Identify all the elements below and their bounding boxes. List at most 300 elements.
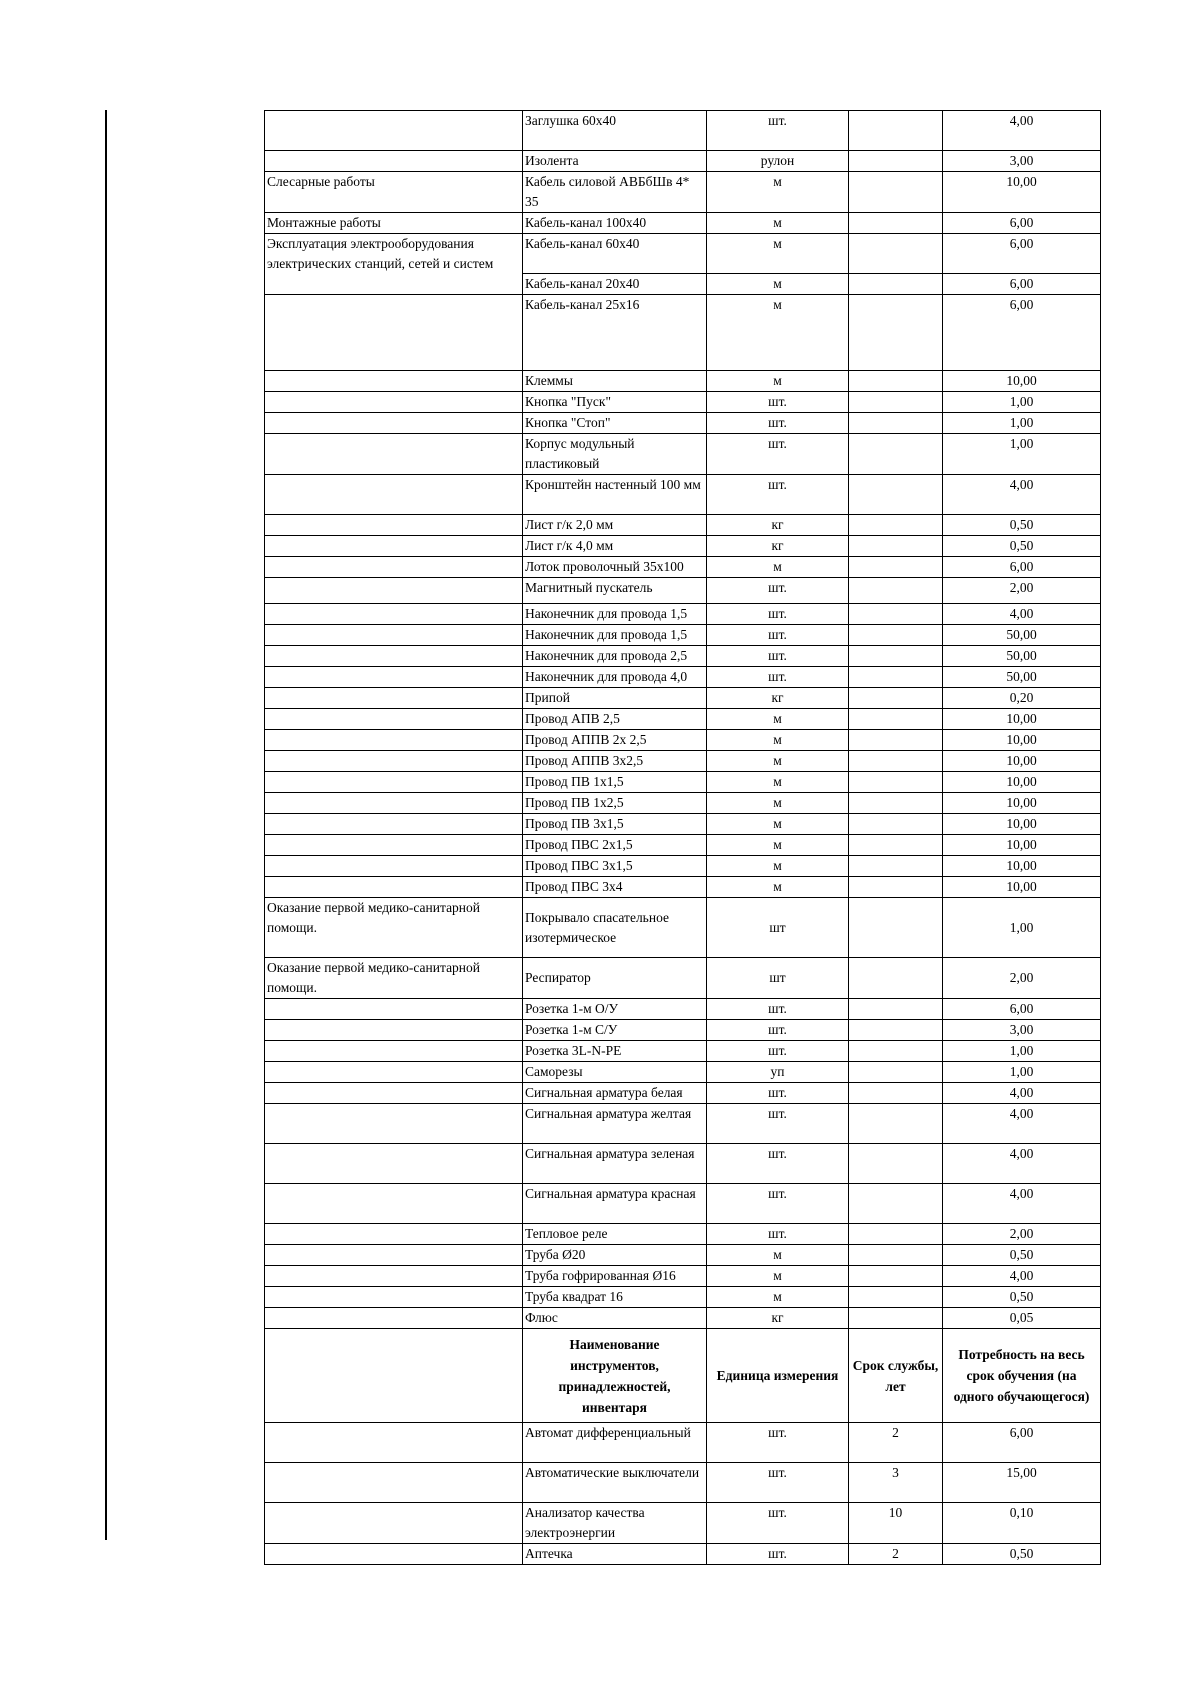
section-cell <box>265 751 523 772</box>
item-name-cell: Кнопка "Пуск" <box>523 392 707 413</box>
section-cell <box>265 1503 523 1544</box>
item-name-cell: Кабель-канал 25х16 <box>523 295 707 371</box>
table-row <box>265 1308 1101 1329</box>
section-cell <box>265 557 523 578</box>
service-life-cell <box>849 688 943 709</box>
quantity-cell: 2,00 <box>943 1224 1101 1245</box>
table-row <box>265 1287 1101 1308</box>
table-row <box>265 172 1101 213</box>
table-row <box>265 898 1101 958</box>
quantity-cell: 10,00 <box>943 730 1101 751</box>
unit-cell: шт. <box>707 475 849 515</box>
section-cell <box>265 295 523 371</box>
table-row <box>265 856 1101 877</box>
service-life-cell <box>849 1245 943 1266</box>
item-name-cell: Анализатор качества электроэнергии <box>523 1503 707 1544</box>
quantity-cell: 2,00 <box>943 958 1101 999</box>
quantity-cell: 4,00 <box>943 1083 1101 1104</box>
item-name-cell: Розетка 1-м С/У <box>523 1020 707 1041</box>
quantity-cell: 10,00 <box>943 772 1101 793</box>
table-row <box>265 999 1101 1020</box>
section-cell <box>265 835 523 856</box>
quantity-cell: 1,00 <box>943 898 1101 958</box>
quantity-cell: 0,50 <box>943 515 1101 536</box>
quantity-cell: 1,00 <box>943 1041 1101 1062</box>
table-row <box>265 877 1101 898</box>
table-row <box>265 604 1101 625</box>
table-row <box>265 709 1101 730</box>
service-life-cell <box>849 793 943 814</box>
service-life-cell <box>849 751 943 772</box>
item-name-cell: Розетка 1-м О/У <box>523 999 707 1020</box>
unit-cell: шт. <box>707 1041 849 1062</box>
section-cell <box>265 1104 523 1144</box>
service-life-cell <box>849 814 943 835</box>
quantity-cell: 4,00 <box>943 111 1101 151</box>
service-life-cell <box>849 604 943 625</box>
service-life-cell <box>849 515 943 536</box>
table-row <box>265 578 1101 604</box>
item-name-cell: Провод АППВ 3х2,5 <box>523 751 707 772</box>
item-name-cell: Саморезы <box>523 1062 707 1083</box>
table-row <box>265 434 1101 475</box>
quantity-cell: 4,00 <box>943 1104 1101 1144</box>
item-name-cell: Сигнальная арматура желтая <box>523 1104 707 1144</box>
service-life-cell: 10 <box>849 1503 943 1544</box>
unit-cell: шт <box>707 958 849 999</box>
item-name-cell: Сигнальная арматура красная <box>523 1184 707 1224</box>
header-name-cell: Наименование инструментов, принадлежностей, инвентаря <box>523 1329 707 1423</box>
quantity-cell: 10,00 <box>943 172 1101 213</box>
table-row <box>265 625 1101 646</box>
table-row <box>265 213 1101 234</box>
table-row <box>265 413 1101 434</box>
section-cell: Оказание первой медико-санитарной помощи. <box>265 958 523 999</box>
quantity-cell: 10,00 <box>943 709 1101 730</box>
quantity-cell: 6,00 <box>943 295 1101 371</box>
service-life-cell <box>849 392 943 413</box>
quantity-cell: 50,00 <box>943 625 1101 646</box>
item-name-cell: Сигнальная арматура зеленая <box>523 1144 707 1184</box>
section-cell <box>265 578 523 604</box>
item-name-cell: Провод ПВ 3х1,5 <box>523 814 707 835</box>
unit-cell: м <box>707 274 849 295</box>
section-cell <box>265 730 523 751</box>
section-cell <box>265 625 523 646</box>
service-life-cell <box>849 1266 943 1287</box>
service-life-cell <box>849 958 943 999</box>
service-life-cell <box>849 646 943 667</box>
section-cell <box>265 793 523 814</box>
item-name-cell: Лист г/к 2,0 мм <box>523 515 707 536</box>
item-name-cell: Изолента <box>523 151 707 172</box>
unit-cell: шт. <box>707 1224 849 1245</box>
section-cell <box>265 688 523 709</box>
unit-cell: м <box>707 371 849 392</box>
unit-cell: шт. <box>707 1104 849 1144</box>
section-cell <box>265 856 523 877</box>
item-name-cell: Труба квадрат 16 <box>523 1287 707 1308</box>
quantity-cell: 3,00 <box>943 151 1101 172</box>
item-name-cell: Корпус модульный пластиковый <box>523 434 707 475</box>
quantity-cell: 0,50 <box>943 1544 1101 1565</box>
unit-cell: шт. <box>707 413 849 434</box>
unit-cell: м <box>707 234 849 274</box>
quantity-cell: 0,20 <box>943 688 1101 709</box>
section-cell <box>265 1083 523 1104</box>
section-cell: Монтажные работы <box>265 213 523 234</box>
service-life-cell <box>849 1020 943 1041</box>
unit-cell: м <box>707 751 849 772</box>
service-life-cell <box>849 1062 943 1083</box>
section-cell <box>265 604 523 625</box>
quantity-cell: 4,00 <box>943 1144 1101 1184</box>
unit-cell: м <box>707 793 849 814</box>
table-row <box>265 667 1101 688</box>
item-name-cell: Провод ПВС 3х4 <box>523 877 707 898</box>
table-row <box>265 1020 1101 1041</box>
section-cell <box>265 999 523 1020</box>
quantity-cell: 2,00 <box>943 578 1101 604</box>
table-row <box>265 1041 1101 1062</box>
unit-cell: м <box>707 557 849 578</box>
tools-header-row <box>265 1329 1101 1423</box>
unit-cell: м <box>707 1245 849 1266</box>
section-cell <box>265 814 523 835</box>
table-row <box>265 1224 1101 1245</box>
unit-cell: кг <box>707 688 849 709</box>
table-row <box>265 1544 1101 1565</box>
section-cell <box>265 1062 523 1083</box>
quantity-cell: 6,00 <box>943 234 1101 274</box>
unit-cell: шт. <box>707 667 849 688</box>
unit-cell: шт. <box>707 1144 849 1184</box>
table-row <box>265 1062 1101 1083</box>
table-row <box>265 1503 1101 1544</box>
quantity-cell: 1,00 <box>943 434 1101 475</box>
quantity-cell: 10,00 <box>943 856 1101 877</box>
section-cell <box>265 371 523 392</box>
item-name-cell: Лист г/к 4,0 мм <box>523 536 707 557</box>
section-cell <box>265 1041 523 1062</box>
service-life-cell <box>849 295 943 371</box>
unit-cell: шт. <box>707 646 849 667</box>
section-cell <box>265 709 523 730</box>
service-life-cell <box>849 1041 943 1062</box>
unit-cell: шт. <box>707 1544 849 1565</box>
item-name-cell: Припой <box>523 688 707 709</box>
section-cell <box>265 1287 523 1308</box>
service-life-cell <box>849 835 943 856</box>
service-life-cell <box>849 1144 943 1184</box>
materials-table <box>264 110 1101 1565</box>
unit-cell: м <box>707 295 849 371</box>
service-life-cell <box>849 1308 943 1329</box>
table-row <box>265 835 1101 856</box>
item-name-cell: Аптечка <box>523 1544 707 1565</box>
table-row <box>265 111 1101 151</box>
service-life-cell <box>849 1184 943 1224</box>
table-row <box>265 958 1101 999</box>
quantity-cell: 0,05 <box>943 1308 1101 1329</box>
section-cell <box>265 151 523 172</box>
service-life-cell <box>849 730 943 751</box>
quantity-cell: 6,00 <box>943 213 1101 234</box>
unit-cell: шт. <box>707 1503 849 1544</box>
item-name-cell: Наконечник для провода 1,5 <box>523 625 707 646</box>
quantity-cell: 1,00 <box>943 1062 1101 1083</box>
header-life-cell: Срок службы, лет <box>849 1329 943 1423</box>
quantity-cell: 0,50 <box>943 1245 1101 1266</box>
section-cell <box>265 667 523 688</box>
section-cell <box>265 1245 523 1266</box>
item-name-cell: Кабель-канал 60х40 <box>523 234 707 274</box>
item-name-cell: Автомат дифференциальный <box>523 1423 707 1463</box>
quantity-cell: 0,10 <box>943 1503 1101 1544</box>
service-life-cell <box>849 172 943 213</box>
left-margin-rule <box>105 110 107 1540</box>
item-name-cell: Лоток проволочный 35х100 <box>523 557 707 578</box>
quantity-cell: 1,00 <box>943 392 1101 413</box>
item-name-cell: Сигнальная арматура белая <box>523 1083 707 1104</box>
unit-cell: шт. <box>707 625 849 646</box>
table-row <box>265 1184 1101 1224</box>
section-cell <box>265 413 523 434</box>
item-name-cell: Кабель-канал 100х40 <box>523 213 707 234</box>
section-cell <box>265 877 523 898</box>
table-row <box>265 1104 1101 1144</box>
header-quantity-cell: Потребность на весь срок обучения (на одного обучающегося) <box>943 1329 1101 1423</box>
quantity-cell: 10,00 <box>943 877 1101 898</box>
service-life-cell <box>849 709 943 730</box>
quantity-cell: 6,00 <box>943 1423 1101 1463</box>
section-cell <box>265 1544 523 1565</box>
item-name-cell: Кронштейн настенный 100 мм <box>523 475 707 515</box>
unit-cell: шт. <box>707 1184 849 1224</box>
section-cell <box>265 772 523 793</box>
item-name-cell: Провод ПВ 1х1,5 <box>523 772 707 793</box>
section-cell: Эксплуатация электрооборудования электрических станций, сетей и систем <box>265 234 523 295</box>
item-name-cell: Магнитный пускатель <box>523 578 707 604</box>
service-life-cell <box>849 557 943 578</box>
service-life-cell: 3 <box>849 1463 943 1503</box>
item-name-cell: Провод ПВ 1х2,5 <box>523 793 707 814</box>
service-life-cell <box>849 151 943 172</box>
service-life-cell <box>849 578 943 604</box>
item-name-cell: Автоматические выключатели <box>523 1463 707 1503</box>
section-cell <box>265 434 523 475</box>
unit-cell: м <box>707 172 849 213</box>
quantity-cell: 10,00 <box>943 835 1101 856</box>
unit-cell: м <box>707 814 849 835</box>
section-cell <box>265 392 523 413</box>
section-cell <box>265 111 523 151</box>
table-row <box>265 688 1101 709</box>
table-row <box>265 234 1101 274</box>
service-life-cell <box>849 999 943 1020</box>
quantity-cell: 6,00 <box>943 557 1101 578</box>
item-name-cell: Провод АППВ 2х 2,5 <box>523 730 707 751</box>
unit-cell: м <box>707 709 849 730</box>
quantity-cell: 6,00 <box>943 274 1101 295</box>
service-life-cell <box>849 667 943 688</box>
quantity-cell: 4,00 <box>943 604 1101 625</box>
unit-cell: рулон <box>707 151 849 172</box>
quantity-cell: 50,00 <box>943 667 1101 688</box>
service-life-cell <box>849 413 943 434</box>
service-life-cell <box>849 371 943 392</box>
service-life-cell <box>849 434 943 475</box>
quantity-cell: 10,00 <box>943 793 1101 814</box>
item-name-cell: Провод ПВС 2х1,5 <box>523 835 707 856</box>
materials-table-body <box>265 111 1101 1565</box>
service-life-cell <box>849 772 943 793</box>
item-name-cell: Тепловое реле <box>523 1224 707 1245</box>
header-section-cell <box>265 1329 523 1423</box>
table-row <box>265 751 1101 772</box>
item-name-cell: Кабель силовой АВБбШв 4* 35 <box>523 172 707 213</box>
item-name-cell: Наконечник для провода 2,5 <box>523 646 707 667</box>
section-cell <box>265 1423 523 1463</box>
table-row <box>265 536 1101 557</box>
table-row <box>265 814 1101 835</box>
unit-cell: уп <box>707 1062 849 1083</box>
service-life-cell <box>849 536 943 557</box>
section-cell <box>265 515 523 536</box>
section-cell <box>265 1266 523 1287</box>
unit-cell: шт. <box>707 434 849 475</box>
service-life-cell <box>849 111 943 151</box>
item-name-cell: Кабель-канал 20х40 <box>523 274 707 295</box>
table-row <box>265 557 1101 578</box>
quantity-cell: 0,50 <box>943 1287 1101 1308</box>
table-row <box>265 295 1101 371</box>
header-unit-cell: Единица измерения <box>707 1329 849 1423</box>
section-cell <box>265 1184 523 1224</box>
service-life-cell <box>849 1287 943 1308</box>
unit-cell: м <box>707 835 849 856</box>
section-cell <box>265 646 523 667</box>
service-life-cell <box>849 274 943 295</box>
quantity-cell: 10,00 <box>943 751 1101 772</box>
table-row <box>265 475 1101 515</box>
table-row <box>265 1423 1101 1463</box>
table-row <box>265 730 1101 751</box>
item-name-cell: Флюс <box>523 1308 707 1329</box>
section-cell <box>265 475 523 515</box>
table-row <box>265 1245 1101 1266</box>
item-name-cell: Провод АПВ 2,5 <box>523 709 707 730</box>
section-cell <box>265 1144 523 1184</box>
table-row <box>265 371 1101 392</box>
unit-cell: шт. <box>707 604 849 625</box>
quantity-cell: 15,00 <box>943 1463 1101 1503</box>
table-row <box>265 793 1101 814</box>
unit-cell: м <box>707 772 849 793</box>
unit-cell: м <box>707 877 849 898</box>
service-life-cell <box>849 877 943 898</box>
section-cell: Оказание первой медико-санитарной помощи. <box>265 898 523 958</box>
service-life-cell <box>849 213 943 234</box>
service-life-cell: 2 <box>849 1544 943 1565</box>
section-cell <box>265 1463 523 1503</box>
quantity-cell: 50,00 <box>943 646 1101 667</box>
unit-cell: кг <box>707 536 849 557</box>
table-row <box>265 772 1101 793</box>
item-name-cell: Клеммы <box>523 371 707 392</box>
quantity-cell: 10,00 <box>943 371 1101 392</box>
section-cell: Слесарные работы <box>265 172 523 213</box>
unit-cell: шт <box>707 898 849 958</box>
item-name-cell: Наконечник для провода 4,0 <box>523 667 707 688</box>
service-life-cell <box>849 898 943 958</box>
unit-cell: шт. <box>707 111 849 151</box>
item-name-cell: Труба гофрированная Ø16 <box>523 1266 707 1287</box>
unit-cell: шт. <box>707 1463 849 1503</box>
service-life-cell <box>849 1104 943 1144</box>
section-cell <box>265 536 523 557</box>
service-life-cell <box>849 475 943 515</box>
item-name-cell: Наконечник для провода 1,5 <box>523 604 707 625</box>
service-life-cell <box>849 625 943 646</box>
table-row <box>265 392 1101 413</box>
unit-cell: шт. <box>707 1020 849 1041</box>
item-name-cell: Респиратор <box>523 958 707 999</box>
table-row <box>265 151 1101 172</box>
section-cell <box>265 1224 523 1245</box>
table-row <box>265 1463 1101 1503</box>
unit-cell: кг <box>707 515 849 536</box>
item-name-cell: Заглушка 60х40 <box>523 111 707 151</box>
service-life-cell <box>849 1083 943 1104</box>
unit-cell: м <box>707 730 849 751</box>
table-row <box>265 1083 1101 1104</box>
service-life-cell <box>849 856 943 877</box>
item-name-cell: Провод ПВС 3х1,5 <box>523 856 707 877</box>
quantity-cell: 3,00 <box>943 1020 1101 1041</box>
unit-cell: м <box>707 1287 849 1308</box>
unit-cell: кг <box>707 1308 849 1329</box>
quantity-cell: 4,00 <box>943 475 1101 515</box>
service-life-cell: 2 <box>849 1423 943 1463</box>
quantity-cell: 6,00 <box>943 999 1101 1020</box>
table-row <box>265 1266 1101 1287</box>
quantity-cell: 4,00 <box>943 1184 1101 1224</box>
unit-cell: шт. <box>707 392 849 413</box>
item-name-cell: Покрывало спасательное изотермическое <box>523 898 707 958</box>
unit-cell: м <box>707 1266 849 1287</box>
service-life-cell <box>849 1224 943 1245</box>
item-name-cell: Труба Ø20 <box>523 1245 707 1266</box>
service-life-cell <box>849 234 943 274</box>
item-name-cell: Кнопка "Стоп" <box>523 413 707 434</box>
quantity-cell: 10,00 <box>943 814 1101 835</box>
quantity-cell: 0,50 <box>943 536 1101 557</box>
unit-cell: шт. <box>707 1423 849 1463</box>
unit-cell: шт. <box>707 1083 849 1104</box>
table-row <box>265 646 1101 667</box>
quantity-cell: 1,00 <box>943 413 1101 434</box>
table-row <box>265 1144 1101 1184</box>
unit-cell: шт. <box>707 999 849 1020</box>
section-cell <box>265 1308 523 1329</box>
quantity-cell: 4,00 <box>943 1266 1101 1287</box>
section-cell <box>265 1020 523 1041</box>
unit-cell: шт. <box>707 578 849 604</box>
unit-cell: м <box>707 856 849 877</box>
table-row <box>265 515 1101 536</box>
unit-cell: м <box>707 213 849 234</box>
